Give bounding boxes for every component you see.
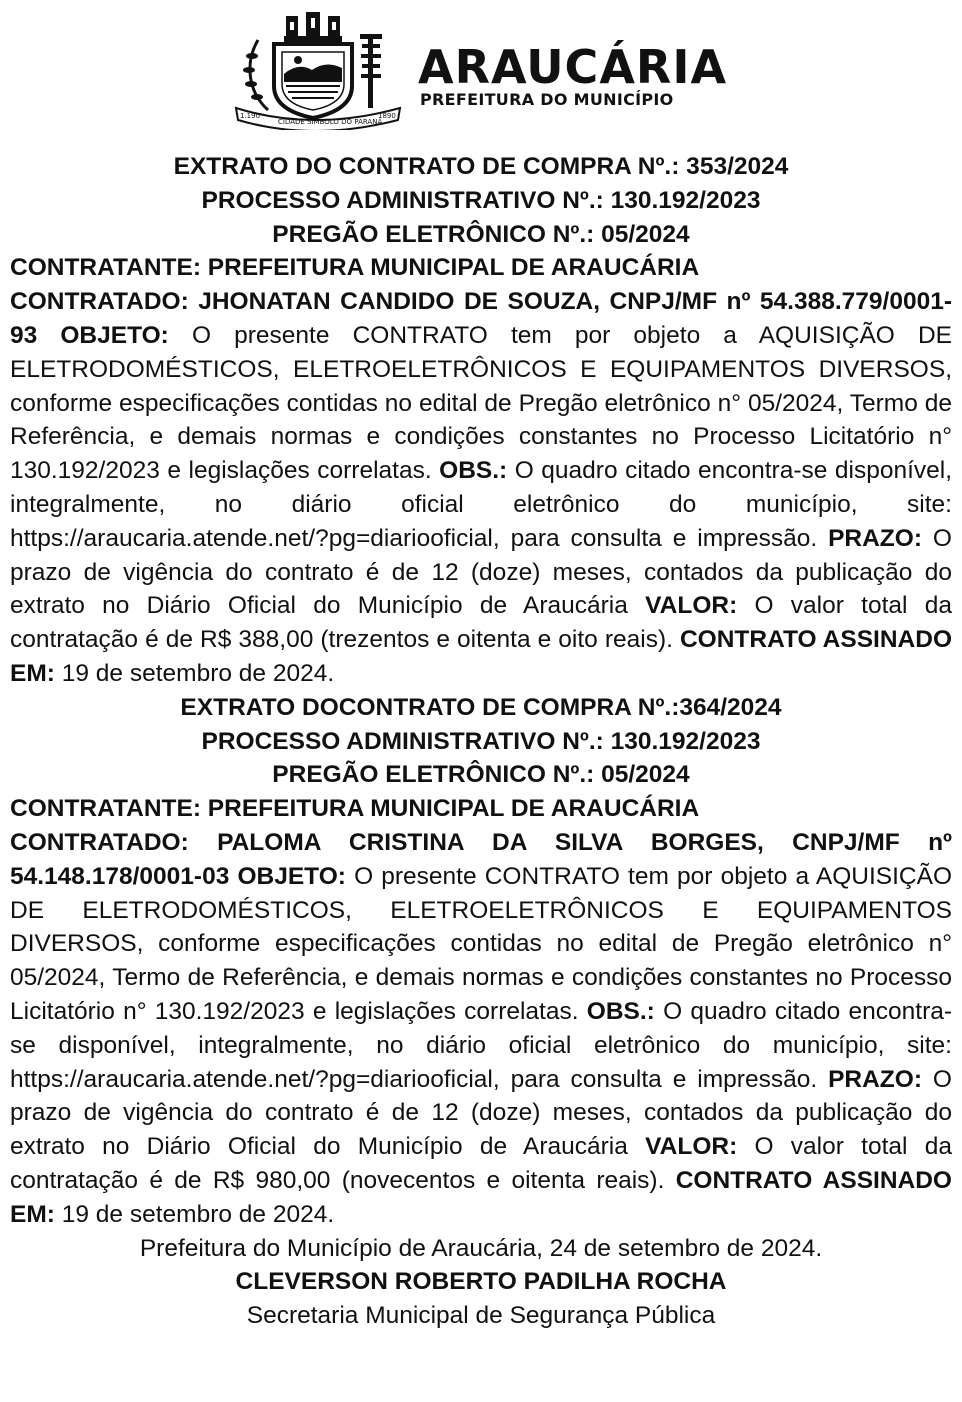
- document-body: [10, 150, 952, 1333]
- auction-number: PREGÃO ELETRÔNICO Nº.: 05/2024: [272, 761, 690, 789]
- value-text: O valor total da contratação é de R$ 980,00 (novecentos e oitenta reais).: [10, 1133, 952, 1194]
- place-date: Prefeitura do Município de Araucária, 24 de setembro de 2024.: [139, 1234, 823, 1262]
- signed-label: CONTRATO ASSINADO EM:: [10, 1166, 952, 1228]
- extract-title: EXTRATO DOCONTRATO DE COMPRA Nº.:364/2024: [180, 693, 782, 721]
- brand-title: ARAUCÁRIA: [418, 40, 728, 94]
- term-text: O prazo de vigência do contrato é de 12 (doze) meses, contados da publicação do extrato no Diário Oficial do Município de Araucária: [10, 1065, 952, 1161]
- seal-year-right: 1890: [378, 112, 396, 120]
- signed-text: 19 de setembro de 2024.: [54, 659, 335, 687]
- value-label: VALOR:: [645, 1133, 738, 1161]
- obs-text: O quadro citado encontra-se disponível, integralmente, no diário oficial eletrônico do município, site: https://araucaria.atende.net/?pg=diariooficial, para consulta e impressão.: [10, 997, 953, 1093]
- seal-ribbon-label: CIDADE SÍMBOLO DO PARANÁ: [278, 118, 383, 126]
- contract-extract-2: [10, 691, 952, 1232]
- coat-of-arms-icon: [228, 10, 408, 130]
- seal-year-left: 1.190: [240, 112, 261, 120]
- term-label: PRAZO:: [828, 1065, 922, 1093]
- term-label: PRAZO:: [828, 524, 922, 552]
- signer-name: CLEVERSON ROBERTO PADILHA ROCHA: [235, 1268, 727, 1296]
- contract-extract-1: [10, 150, 952, 691]
- signer-department: Secretaria Municipal de Segurança Pública: [246, 1302, 716, 1330]
- auction-number: PREGÃO ELETRÔNICO Nº.: 05/2024: [272, 220, 690, 248]
- contracted-lead: CONTRATADO: PALOMA CRISTINA DA SILVA BORGES, CNPJ/MF nº 54.148.178/0001-03 OBJETO:: [10, 828, 952, 890]
- extract-title: EXTRATO DO CONTRATO DE COMPRA Nº.: 353/2024: [173, 153, 789, 180]
- contractor-line: CONTRATANTE: PREFEITURA MUNICIPAL DE ARAUCÁRIA: [10, 254, 700, 282]
- contract-paragraph: [10, 285, 952, 691]
- signed-text: 19 de setembro de 2024.: [54, 1200, 335, 1228]
- contracted-lead: CONTRATADO: JHONATAN CANDIDO DE SOUZA, CNPJ/MF nº 54.388.779/0001-93 OBJETO:: [10, 288, 952, 349]
- contract-paragraph: [10, 826, 952, 1232]
- process-number: PROCESSO ADMINISTRATIVO Nº.: 130.192/2023: [201, 727, 761, 755]
- obs-text: O quadro citado encontra-se disponível, integralmente, no diário oficial eletrônico do município, site: https://araucaria.atende.net/?pg=diariooficial, para consulta e impressão.: [10, 457, 952, 552]
- contractor-line: CONTRATANTE: PREFEITURA MUNICIPAL DE ARAUCÁRIA: [10, 795, 700, 823]
- value-label: VALOR:: [645, 592, 738, 620]
- value-text: O valor total da contratação é de R$ 388,00 (trezentos e oitenta e oito reais).: [10, 592, 952, 654]
- object-text: O presente CONTRATO tem por objeto a AQUISIÇÃO DE ELETRODOMÉSTICOS, ELETROELETRÔNICOS E EQUIPAMENTOS DIVERSOS, conforme especificações contidas no edital de Pregão eletrônico n° 05/2024, Termo de Referência, e demais normas e condições constantes no Processo Licitatório n° 130.192/2023 e legislações correlatas.: [10, 321, 953, 485]
- object-text: O presente CONTRATO tem por objeto a AQUISIÇÃO DE ELETRODOMÉSTICOS, ELETROELETRÔNICOS E EQUIPAMENTOS DIVERSOS, conforme especificações contidas no edital de Pregão eletrônico n° 05/2024, Termo de Referência, e demais normas e condições constantes no Processo Licitatório n° 130.192/2023 e legislações correlatas.: [10, 862, 952, 1025]
- process-number: PROCESSO ADMINISTRATIVO Nº.: 130.192/2023: [201, 186, 761, 214]
- signed-label: CONTRATO ASSINADO EM:: [10, 626, 952, 687]
- header: [10, 0, 952, 140]
- obs-label: OBS.:: [586, 997, 655, 1025]
- brand-subtitle: PREFEITURA DO MUNICÍPIO: [420, 90, 674, 109]
- term-text: O prazo de vigência do contrato é de 12 (doze) meses, contados da publicação do extrato no Diário Oficial do Município de Araucária: [10, 524, 952, 620]
- obs-label: OBS.:: [439, 457, 508, 485]
